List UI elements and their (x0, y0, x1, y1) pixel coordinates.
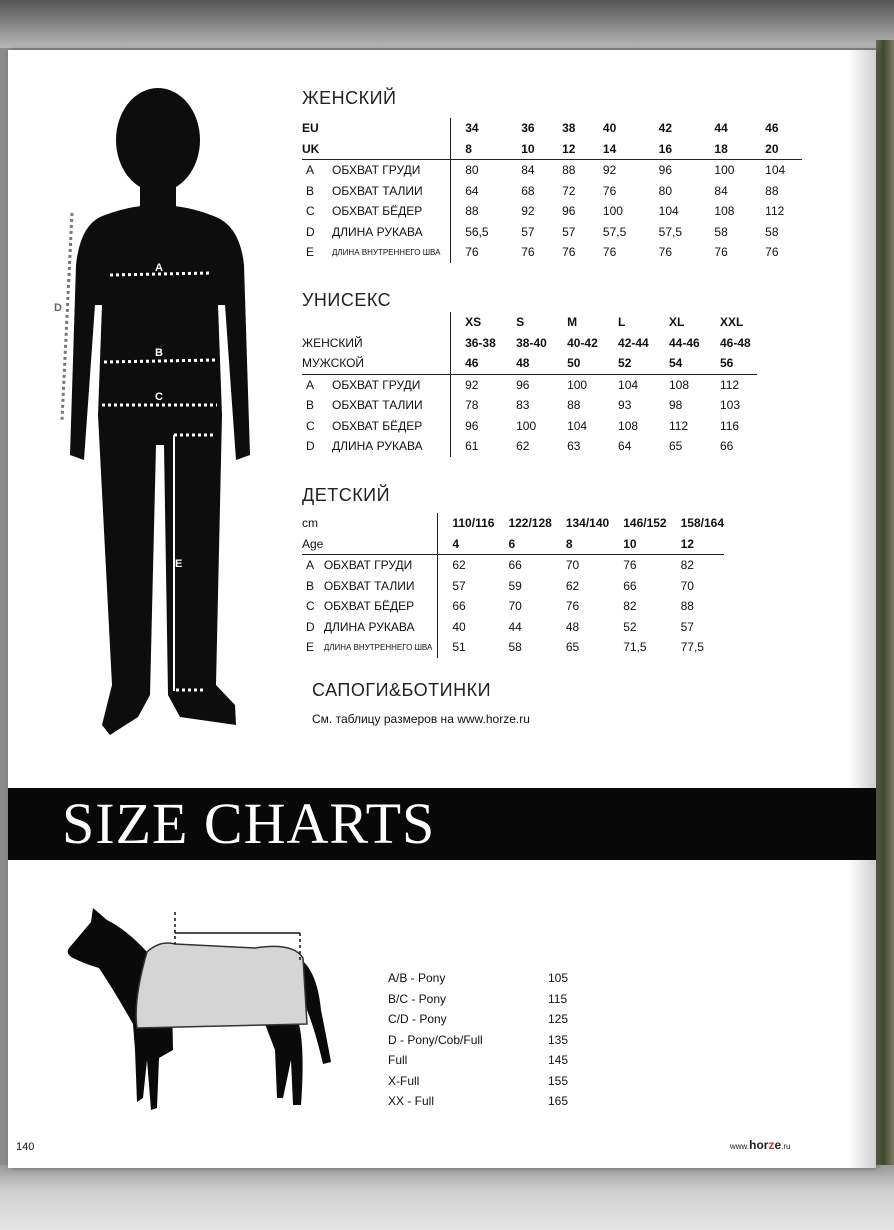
uk-size-1: 10 (507, 139, 548, 160)
site-brand-z: z (768, 1138, 775, 1152)
unisex-men-size-3: 52 (604, 353, 655, 374)
row-letter: B (306, 578, 315, 593)
site-brand-b: e (774, 1138, 782, 1152)
kids-age-0: 4 (438, 534, 495, 555)
row-measure-name: ОБХВАТ БЁДЕР (332, 418, 423, 433)
table-cell: 58 (714, 224, 728, 239)
row-measure-name: ДЛИНА ВНУТРЕННЕГО ШВА (323, 642, 433, 652)
table-cell: 52 (623, 619, 637, 634)
unisex-men-size-2: 50 (553, 353, 604, 374)
table-cell: 88 (562, 163, 576, 178)
table-cell: 59 (508, 578, 522, 593)
figure-label-e: E (175, 558, 183, 570)
horse-size-name: X-Full (388, 1073, 420, 1088)
table-cell: 96 (465, 418, 479, 433)
sleeve-length-line (62, 213, 72, 420)
table-cell: 108 (714, 204, 735, 219)
table-cell: 70 (680, 578, 694, 593)
row-letter: B (306, 183, 315, 198)
figure-label-d: D (54, 302, 62, 314)
row-measure-name: ОБХВАТ БЁДЕР (323, 599, 415, 614)
table-cell: 64 (465, 183, 479, 198)
horse-size-value: 125 (548, 1012, 569, 1026)
table-cell: 100 (516, 418, 537, 433)
human-silhouette (70, 88, 250, 735)
table-cell: 100 (567, 377, 588, 392)
table-cell: 57 (562, 224, 576, 239)
table-cell: 88 (765, 183, 779, 198)
unisex-men-size-0: 46 (451, 353, 503, 374)
table-row (302, 160, 802, 181)
table-row (302, 374, 757, 395)
table-row (302, 222, 802, 243)
cm-label: cm (302, 516, 318, 531)
unisex-women-size-2: 40-42 (567, 335, 598, 350)
women-title: ЖЕНСКИЙ (302, 88, 397, 108)
table-cell: 104 (567, 418, 588, 433)
table-cell: 96 (516, 377, 530, 392)
site-brand-a: hor (749, 1138, 769, 1152)
table-cell: 71,5 (623, 640, 647, 655)
table-cell: 64 (618, 439, 632, 454)
horse-size-name: A/B - Pony (388, 971, 446, 985)
list-item (388, 1009, 588, 1030)
table-cell: 40 (452, 619, 466, 634)
table-cell: 76 (465, 245, 479, 260)
table-cell: 104 (618, 377, 639, 392)
unisex-women-size-1: 38-40 (516, 335, 547, 350)
unisex-size-table (302, 312, 757, 457)
table-row (302, 395, 757, 416)
row-letter: A (306, 377, 315, 392)
body-measurement-figure (40, 85, 270, 745)
table-cell: 62 (452, 558, 466, 573)
table-cell: 76 (565, 599, 580, 614)
table-cell: 78 (465, 398, 479, 413)
row-letter: D (306, 439, 315, 454)
kids-age-4: 12 (667, 534, 724, 555)
horse-size-value: 165 (548, 1094, 569, 1108)
row-letter: C (306, 599, 315, 614)
table-cell: 116 (719, 418, 740, 433)
table-cell: 57 (680, 619, 694, 634)
table-cell: 88 (567, 398, 581, 413)
table-cell: 76 (521, 245, 535, 260)
kids-cm-size-0: 110/116 (452, 516, 495, 531)
list-item (388, 989, 588, 1010)
uk-size-3: 14 (589, 139, 645, 160)
horse-size-name: C/D - Pony (388, 1012, 447, 1026)
uk-size-6: 20 (751, 139, 802, 160)
table-row (302, 242, 802, 263)
eu-size-0: 34 (465, 121, 479, 136)
table-cell: 76 (623, 558, 637, 573)
row-measure-name: ОБХВАТ ГРУДИ (332, 163, 421, 178)
table-cell: 108 (669, 377, 690, 392)
figure-label-a: A (155, 262, 163, 274)
kids-cm-size-1: 122/128 (508, 516, 552, 531)
row-letter: B (306, 398, 315, 413)
table-cell: 76 (562, 245, 576, 260)
site-suffix: .ru (781, 1142, 791, 1151)
age-label: Age (302, 534, 437, 555)
table-cell: 51 (452, 640, 466, 655)
uk-size-2: 12 (548, 139, 589, 160)
table-cell: 68 (521, 183, 535, 198)
table-cell: 96 (562, 204, 576, 219)
scan-background-bottom (0, 1165, 894, 1230)
table-cell: 70 (565, 558, 580, 573)
site-logo (730, 1138, 791, 1152)
unisex-size-1: S (516, 315, 525, 330)
row-measure-name: ОБХВАТ ГРУДИ (323, 558, 413, 573)
unisex-size-5: XXL (719, 315, 744, 330)
eu-size-5: 44 (714, 121, 728, 136)
women-size-table (302, 118, 802, 263)
kids-size-table (302, 513, 724, 658)
horse-size-name: D - Pony/Cob/Full (388, 1032, 483, 1047)
table-cell: 76 (765, 245, 779, 260)
kids-cm-size-4: 158/164 (680, 516, 724, 531)
eu-size-6: 46 (765, 121, 779, 136)
row-measure-name: ДЛИНА РУКАВА (332, 224, 423, 239)
uk-label: UK (302, 139, 450, 160)
boots-note: См. таблицу размеров на www.horze.ru (312, 712, 530, 726)
unisex-men-label: МУЖСКОЙ (302, 353, 450, 374)
figure-label-b: B (155, 347, 163, 359)
table-cell: 112 (719, 377, 740, 392)
kids-cm-size-3: 146/152 (623, 516, 667, 531)
unisex-men-size-4: 54 (655, 353, 706, 374)
horse-size-value: 155 (548, 1073, 569, 1088)
table-cell: 108 (618, 418, 639, 433)
table-cell: 82 (623, 599, 637, 614)
table-row (302, 416, 757, 437)
horse-size-name: Full (388, 1053, 408, 1067)
horse-rug-illustration (55, 900, 345, 1115)
table-cell: 61 (465, 439, 479, 454)
table-cell: 58 (765, 224, 779, 239)
row-letter: D (306, 619, 315, 634)
row-letter: D (306, 224, 315, 239)
row-letter: A (306, 163, 315, 178)
row-measure-name: ОБХВАТ ТАЛИИ (323, 578, 415, 593)
row-measure-name: ДЛИНА РУКАВА (332, 439, 423, 454)
table-cell: 80 (465, 163, 479, 178)
table-cell: 84 (521, 163, 535, 178)
table-cell: 62 (565, 578, 580, 593)
table-cell: 84 (714, 183, 728, 198)
row-measure-name: ДЛИНА РУКАВА (323, 619, 415, 634)
table-cell: 57 (521, 224, 535, 239)
scan-background-right (876, 40, 894, 1170)
table-cell: 92 (465, 377, 479, 392)
table-cell: 70 (508, 599, 522, 614)
row-measure-name: ОБХВАТ ТАЛИИ (332, 398, 423, 413)
page-fold-shadow (848, 50, 876, 1168)
row-letter: E (306, 640, 315, 655)
eu-size-4: 42 (658, 121, 672, 136)
table-cell: 93 (618, 398, 632, 413)
unisex-size-4: XL (669, 315, 685, 330)
unisex-men-size-1: 48 (502, 353, 553, 374)
row-measure-name: ОБХВАТ БЁДЕР (332, 204, 423, 219)
table-cell: 104 (765, 163, 786, 178)
row-letter: C (306, 418, 315, 433)
table-cell: 66 (623, 578, 637, 593)
table-row (302, 555, 724, 576)
table-cell: 77,5 (680, 640, 704, 655)
kids-age-2: 8 (552, 534, 609, 555)
table-cell: 88 (680, 599, 694, 614)
eu-size-2: 38 (562, 121, 576, 136)
table-row (302, 576, 724, 597)
table-cell: 96 (658, 163, 672, 178)
list-item (388, 1091, 588, 1112)
table-cell: 66 (452, 599, 466, 614)
table-cell: 62 (516, 439, 530, 454)
kids-title: ДЕТСКИЙ (302, 485, 391, 505)
scan-background-top (0, 0, 894, 48)
table-cell: 56,5 (465, 224, 489, 239)
table-cell: 82 (680, 558, 694, 573)
kids-cm-size-2: 134/140 (565, 516, 610, 531)
table-cell: 66 (508, 558, 522, 573)
list-item (388, 1050, 588, 1071)
list-item (388, 1030, 588, 1051)
eu-size-1: 36 (521, 121, 535, 136)
horse-size-value: 105 (548, 971, 569, 985)
uk-size-5: 18 (700, 139, 751, 160)
uk-size-4: 16 (645, 139, 701, 160)
row-measure-name: ОБХВАТ ТАЛИИ (332, 183, 423, 198)
table-cell: 63 (567, 439, 581, 454)
table-cell: 112 (669, 418, 689, 433)
unisex-men-size-5: 56 (706, 353, 757, 374)
horse-size-value: 145 (548, 1053, 569, 1067)
table-cell: 92 (521, 204, 535, 219)
table-cell: 72 (562, 183, 576, 198)
table-cell: 76 (714, 245, 728, 260)
table-row (302, 596, 724, 617)
kids-age-3: 10 (609, 534, 666, 555)
table-cell: 88 (465, 204, 479, 219)
table-row (302, 201, 802, 222)
table-cell: 57,5 (602, 224, 627, 239)
figure-label-c: C (155, 391, 163, 403)
table-cell: 58 (508, 640, 522, 655)
table-cell: 76 (602, 183, 617, 198)
table-cell: 103 (719, 398, 740, 413)
unisex-women-size-3: 42-44 (618, 335, 649, 350)
table-row (302, 181, 802, 202)
table-cell: 92 (602, 163, 617, 178)
table-cell: 112 (765, 204, 785, 219)
unisex-size-3: L (618, 315, 626, 330)
page-number: 140 (16, 1141, 35, 1153)
table-cell: 76 (602, 245, 617, 260)
table-cell: 100 (602, 204, 623, 219)
table-cell: 98 (669, 398, 683, 413)
table-cell: 57 (452, 578, 466, 593)
site-prefix: www. (730, 1142, 750, 1151)
row-measure-name: ОБХВАТ ГРУДИ (332, 377, 421, 392)
table-cell: 44 (508, 619, 522, 634)
unisex-women-label: ЖЕНСКИЙ (302, 335, 363, 350)
row-letter: A (306, 558, 315, 573)
horse-size-list (388, 968, 588, 1112)
horse-size-value: 115 (548, 991, 568, 1006)
unisex-title: УНИСЕКС (302, 290, 392, 310)
table-cell: 83 (516, 398, 530, 413)
banner-title: SIZE CHARTS (62, 791, 436, 856)
table-cell: 104 (658, 204, 679, 219)
horse-size-value: 135 (548, 1032, 569, 1047)
unisex-size-2: M (567, 315, 578, 330)
table-cell: 57,5 (658, 224, 682, 239)
row-letter: E (306, 245, 315, 260)
kids-age-1: 6 (494, 534, 551, 555)
horse-size-name: B/C - Pony (388, 991, 447, 1006)
table-cell: 76 (658, 245, 672, 260)
table-cell: 65 (669, 439, 683, 454)
boots-title: САПОГИ&БОТИНКИ (312, 680, 492, 700)
table-cell: 66 (719, 439, 734, 454)
row-letter: C (306, 204, 315, 219)
unisex-women-size-0: 36-38 (465, 335, 496, 350)
table-cell: 80 (658, 183, 672, 198)
table-cell: 65 (565, 640, 580, 655)
eu-label: EU (302, 121, 319, 136)
unisex-size-0: XS (465, 315, 482, 330)
unisex-women-size-4: 44-46 (669, 335, 700, 350)
table-cell: 48 (565, 619, 580, 634)
row-measure-name: ДЛИНА ВНУТРЕННЕГО ШВА (332, 247, 441, 257)
eu-size-3: 40 (602, 121, 617, 136)
list-item (388, 1071, 588, 1092)
horse-size-name: XX - Full (388, 1094, 435, 1108)
table-row (302, 617, 724, 638)
table-row (302, 637, 724, 658)
size-charts-banner (8, 788, 876, 860)
list-item (388, 968, 588, 989)
horse-rug (136, 943, 307, 1028)
unisex-women-size-5: 46-48 (719, 335, 751, 350)
table-row (302, 436, 757, 457)
uk-size-0: 8 (451, 139, 508, 160)
table-cell: 100 (714, 163, 735, 178)
